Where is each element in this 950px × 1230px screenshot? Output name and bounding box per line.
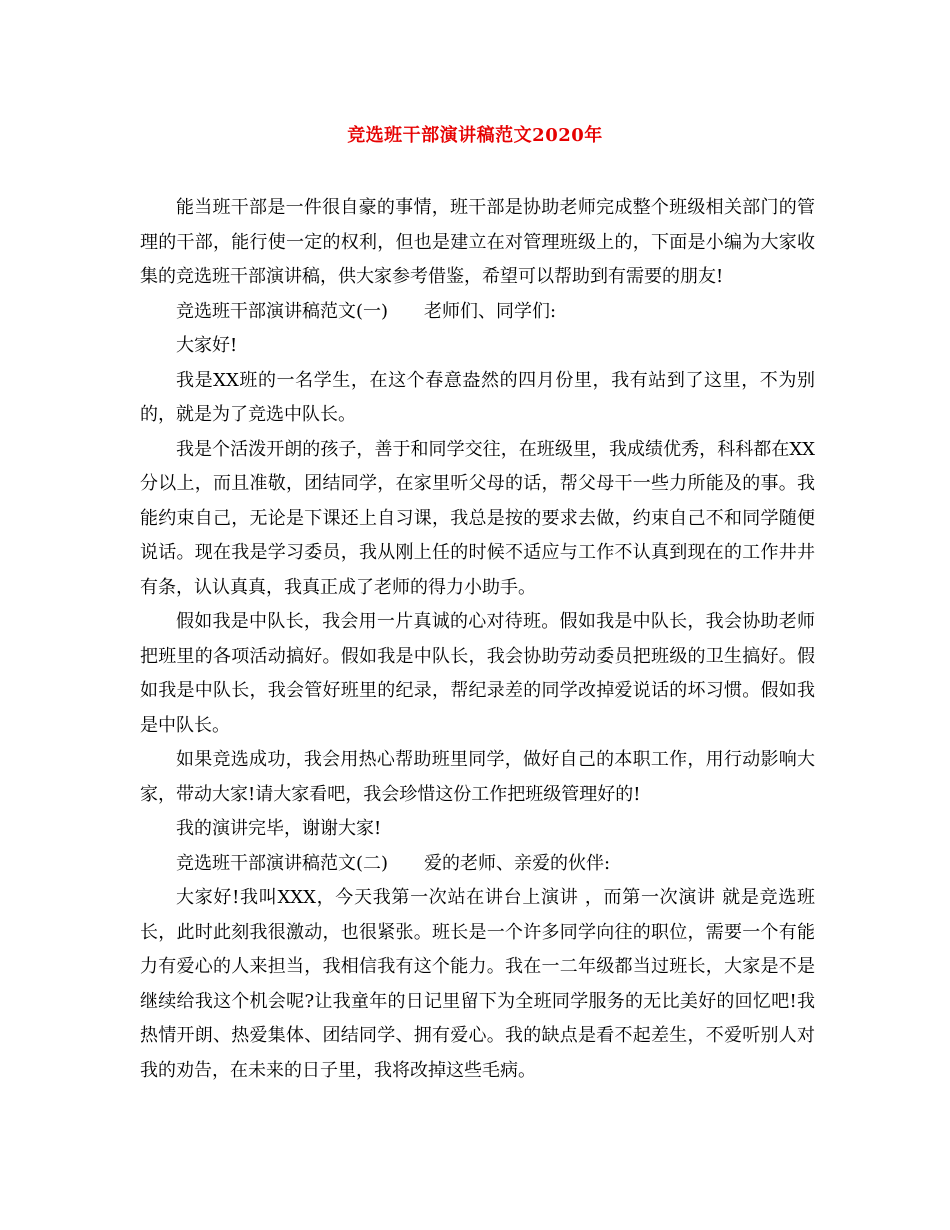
document-body bbox=[140, 191, 815, 1088]
paragraph-greeting: 大家好! bbox=[176, 335, 238, 356]
paragraph-intro: 能当班干部是一件很自豪的事情，班干部是协助老师完成整个班级相关部门的管理的干部，能行使一定的权利，但也是建立在对管理班级上的，下面是小编为大家收集的竞选班干部演讲稿，供大家参考借鉴，希望可以帮助到有需要的朋友! bbox=[140, 197, 815, 287]
paragraph-section-two-heading: 竞选班干部演讲稿范文(二) 爱的老师、亲爱的伙伴: bbox=[176, 852, 611, 874]
paragraph-personality: 我是个活泼开朗的孩子，善于和同学交往，在班级里，我成绩优秀，科科都在XX分以上，而且准敬，团结同学，在家里听父母的话，帮父母干一些力所能及的事。我能约束自己，无论是下课还上自习课，我总是按的要求去做，约束自己不和同学随便说话。现在我是学习委员，我从刚上任的时候不适应与工作不认真到现在的工作井井有条，认认真真，我真正成了老师的得力小助手。 bbox=[140, 438, 815, 598]
paragraph-promise: 如果竞选成功，我会用热心帮助班里同学，做好自己的本职工作，用行动影响大家，带动大家!请大家看吧，我会珍惜这份工作把班级管理好的! bbox=[140, 749, 815, 805]
paragraph-if-elected: 假如我是中队长，我会用一片真诚的心对待班。假如我是中队长，我会协助老师把班里的各项活动搞好。假如我是中队长，我会协助劳动委员把班级的卫生搞好。假如我是中队长，我会管好班里的纪录，帮纪录差的同学改掉爱说话的坏习惯。假如我是中队长。 bbox=[140, 611, 815, 736]
paragraph-self-intro: 我是XX班的一名学生，在这个春意盎然的四月份里，我有站到了这里，不为别的，就是为了竞选中队长。 bbox=[140, 369, 815, 425]
document-title: 竞选班干部演讲稿范文2020年 bbox=[347, 125, 603, 146]
paragraph-section-two-body: 大家好!我叫XXX，今天我第一次站在讲台上演讲 ，而第一次演讲 就是竞选班长，此时此刻我很激动，也很紧张。班长是一个许多同学向往的职位，需要一个有能力有爱心的人来担当，我相信我有这个能力。我在一二年级都当过班长，大家是不是继续给我这个机会呢?让我童年的日记里留下为全班同学服务的无比美好的回忆吧!我热情开朗、热爱集体、团结同学、拥有爱心。我的缺点是看不起差生，不爱听别人对我的劝告，在未来的日子里，我将改掉这些毛病。 bbox=[140, 887, 815, 1081]
paragraph-section-one-heading: 竞选班干部演讲稿范文(一) 老师们、同学们: bbox=[176, 300, 557, 322]
paragraph-closing: 我的演讲完毕，谢谢大家! bbox=[176, 818, 382, 839]
